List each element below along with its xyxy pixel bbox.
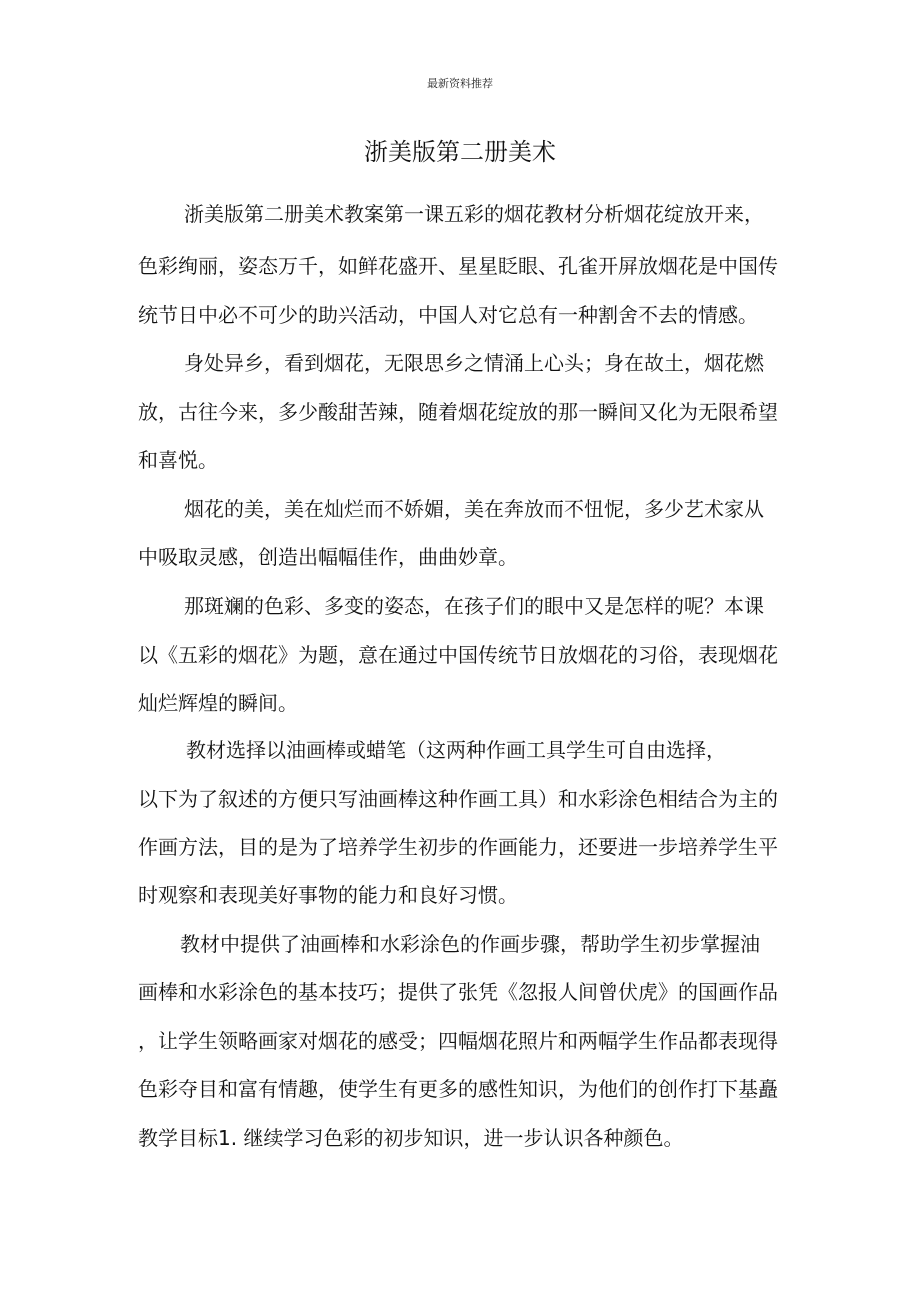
paragraph-4-line-3: 灿烂辉煌的瞬间。 (138, 691, 298, 715)
paragraph-1-line-3: 统节日中必不可少的助兴活动，中国人对它总有一种割舍不去的情感。 (138, 303, 758, 327)
paragraph-5-line-3: 作画方法，目的是为了培养学生初步的作画能力，还要进一步培养学生平 (138, 835, 778, 859)
paragraph-5-line-2: 以下为了叙述的方便只写油画棒这种作画工具）和水彩涂色相结合为主的 (138, 787, 778, 811)
paragraph-5-line-1: 教材选择以油画棒或蜡笔（这两种作画工具学生可自由选择， (186, 738, 726, 762)
paragraph-6-line-3: ，让学生领略画家对烟花的感受；四幅烟花照片和两幅学生作品都表现得 (138, 1029, 778, 1053)
paragraph-2-line-1: 身处异乡，看到烟花，无限思乡之情涌上心头；身在故土，烟花燃 (184, 351, 764, 375)
paragraph-6-line-1: 教材中提供了油画棒和水彩涂色的作画步骤，帮助学生初步掌握油 (180, 932, 760, 956)
paragraph-1-line-2: 色彩绚丽，姿态万千，如鲜花盛开、星星眨眼、孔雀开屏放烟花是中国传 (138, 254, 778, 278)
paragraph-2-line-2: 放，古往今来，多少酸甜苦辣，随着烟花绽放的那一瞬间又化为无限希望 (138, 400, 778, 424)
paragraph-6-line-4: 色彩夺目和富有情趣，使学生有更多的感性知识，为他们的创作打下基矗 (138, 1077, 778, 1101)
paragraph-6-line-2: 画棒和水彩涂色的基本技巧；提供了张凭《忽报人间曾伏虎》的国画作品 (138, 980, 778, 1004)
paragraph-6-line-5: 教学目标1. 继续学习色彩的初步知识，进一步认识各种颜色。 (138, 1126, 684, 1150)
paragraph-3-line-2: 中吸取灵感，创造出幅幅佳作，曲曲妙章。 (138, 545, 518, 569)
paragraph-2-line-3: 和喜悦。 (138, 448, 218, 472)
paragraph-1-line-1: 浙美版第二册美术教案第一课五彩的烟花教材分析烟花绽放开来， (184, 202, 764, 226)
paragraph-3-line-1: 烟花的美，美在灿烂而不娇媚，美在奔放而不忸怩，多少艺术家从 (184, 497, 764, 521)
page-header: 最新资料推荐 (427, 77, 493, 90)
document-title: 浙美版第二册美术 (364, 138, 556, 166)
paragraph-4-line-2: 以《五彩的烟花》为题，意在通过中国传统节日放烟花的习俗，表现烟花 (138, 643, 778, 667)
paragraph-4-line-1: 那斑斓的色彩、多变的姿态，在孩子们的眼中又是怎样的呢？本课 (184, 594, 764, 618)
paragraph-5-line-4: 时观察和表现美好事物的能力和良好习惯。 (138, 883, 518, 907)
